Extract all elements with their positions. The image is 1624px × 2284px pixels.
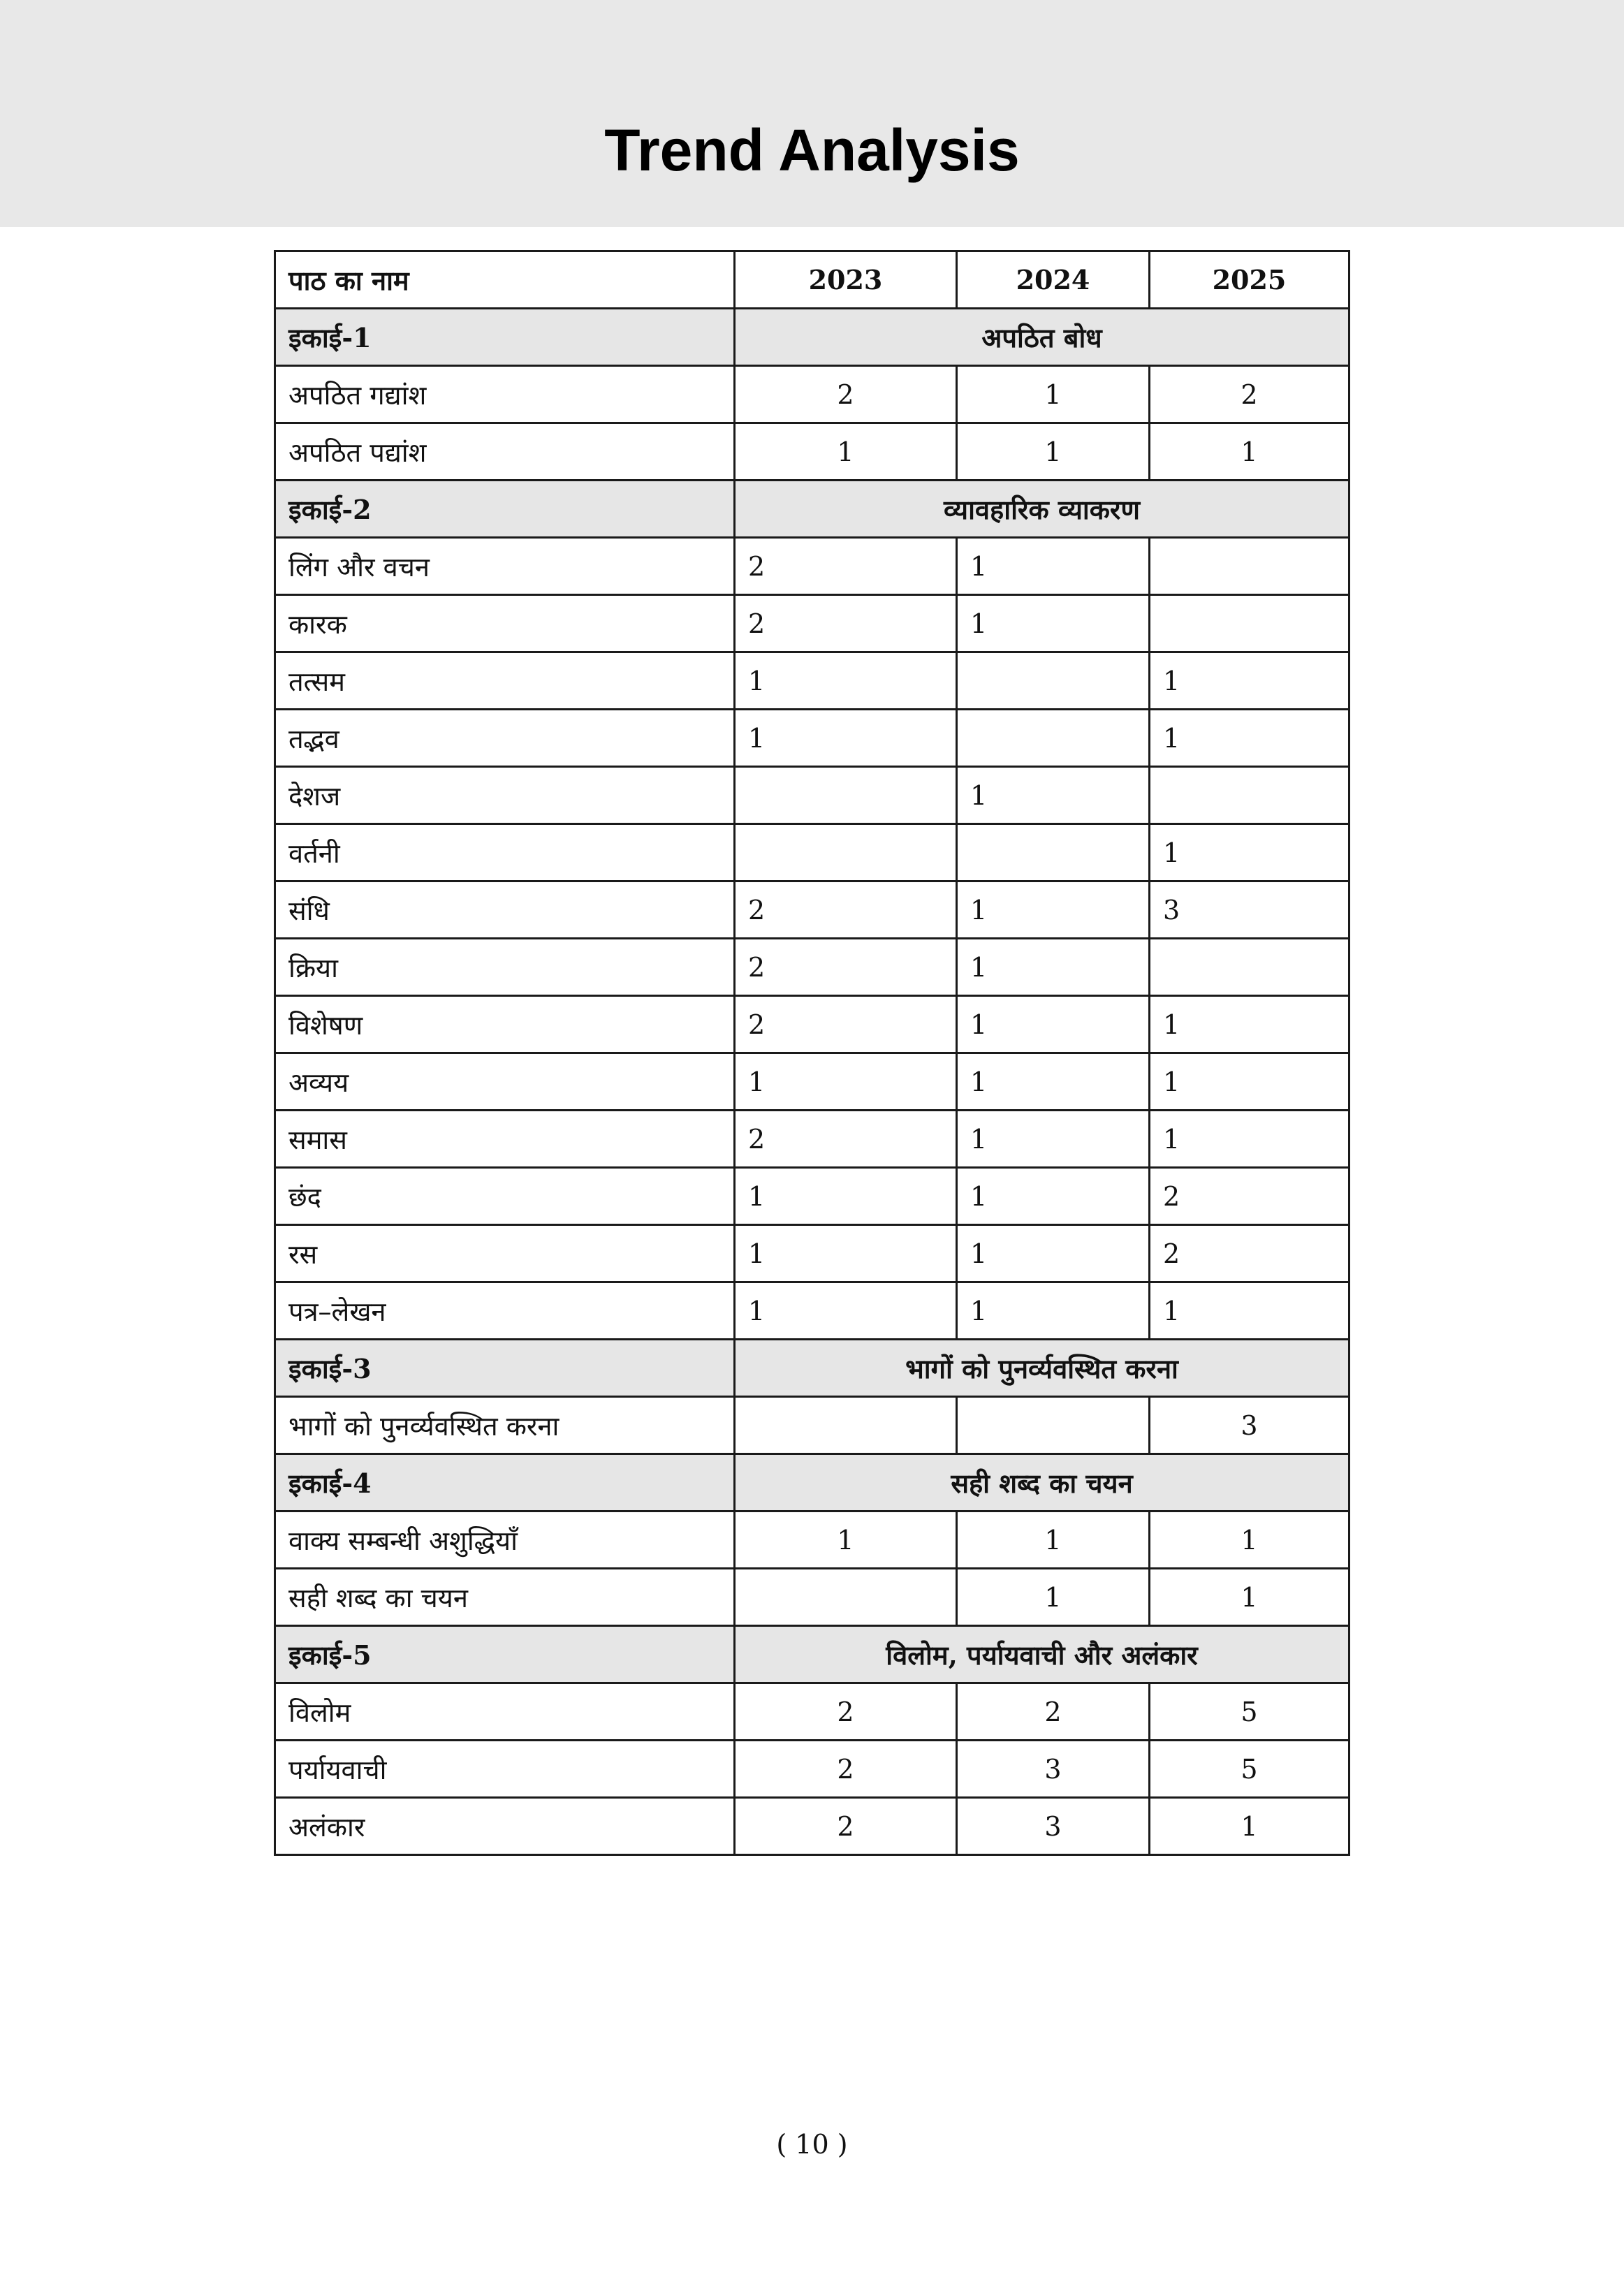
cell-2023 bbox=[735, 767, 957, 824]
table-row bbox=[275, 1569, 1349, 1626]
row-name: कारक bbox=[275, 595, 735, 652]
row-name: अपठित पद्यांश bbox=[275, 423, 735, 481]
row-name: वाक्य सम्बन्धी अशुद्धियाँ bbox=[275, 1511, 735, 1569]
row-name: तत्सम bbox=[275, 652, 735, 710]
cell-2024: 3 bbox=[957, 1798, 1150, 1855]
table-row bbox=[275, 881, 1349, 939]
unit-3-header-row bbox=[275, 1340, 1349, 1397]
table-row bbox=[275, 1397, 1349, 1454]
cell-2023: 2 bbox=[735, 366, 957, 423]
cell-2025: 3 bbox=[1150, 1397, 1349, 1454]
cell-2025 bbox=[1150, 767, 1349, 824]
header-band bbox=[0, 0, 1624, 227]
row-name: भागों को पुनर्व्यवस्थित करना bbox=[275, 1397, 735, 1454]
cell-2024: 1 bbox=[957, 538, 1150, 595]
cell-2025 bbox=[1150, 939, 1349, 996]
cell-2025: 1 bbox=[1150, 710, 1349, 767]
page-number: ( 10 ) bbox=[776, 2129, 848, 2160]
table-row bbox=[275, 939, 1349, 996]
header-year-2023: 2023 bbox=[735, 251, 957, 309]
cell-2025: 1 bbox=[1150, 1798, 1349, 1855]
table-row bbox=[275, 1798, 1349, 1855]
cell-2025: 1 bbox=[1150, 423, 1349, 481]
cell-2023: 1 bbox=[735, 423, 957, 481]
unit-title: विलोम, पर्यायवाची और अलंकार bbox=[735, 1626, 1349, 1683]
row-name: अव्यय bbox=[275, 1053, 735, 1111]
unit-title: अपठित बोध bbox=[735, 309, 1349, 366]
unit-1-header-row bbox=[275, 309, 1349, 366]
cell-2024 bbox=[957, 824, 1150, 881]
cell-2024: 1 bbox=[957, 1569, 1150, 1626]
cell-2024: 1 bbox=[957, 1053, 1150, 1111]
table-row bbox=[275, 538, 1349, 595]
table-row bbox=[275, 1511, 1349, 1569]
cell-2024: 1 bbox=[957, 1511, 1150, 1569]
cell-2025: 5 bbox=[1150, 1741, 1349, 1798]
table-row bbox=[275, 1282, 1349, 1340]
row-name: पर्यायवाची bbox=[275, 1741, 735, 1798]
table-row bbox=[275, 996, 1349, 1053]
cell-2023: 1 bbox=[735, 1282, 957, 1340]
cell-2024 bbox=[957, 1397, 1150, 1454]
row-name: तद्भव bbox=[275, 710, 735, 767]
cell-2024: 1 bbox=[957, 423, 1150, 481]
table-header-row bbox=[275, 251, 1349, 309]
cell-2024: 1 bbox=[957, 1282, 1150, 1340]
table-row bbox=[275, 1111, 1349, 1168]
cell-2023: 2 bbox=[735, 1683, 957, 1741]
cell-2023: 2 bbox=[735, 1111, 957, 1168]
cell-2024: 1 bbox=[957, 595, 1150, 652]
unit-5-header-row bbox=[275, 1626, 1349, 1683]
page-title: Trend Analysis bbox=[604, 117, 1020, 183]
cell-2023: 2 bbox=[735, 595, 957, 652]
cell-2025: 1 bbox=[1150, 824, 1349, 881]
unit-label: इकाई-5 bbox=[275, 1626, 735, 1683]
cell-2024: 3 bbox=[957, 1741, 1150, 1798]
row-name: अलंकार bbox=[275, 1798, 735, 1855]
unit-2-header-row bbox=[275, 481, 1349, 538]
row-name: समास bbox=[275, 1111, 735, 1168]
row-name: अपठित गद्यांश bbox=[275, 366, 735, 423]
cell-2025: 1 bbox=[1150, 1511, 1349, 1569]
cell-2023: 2 bbox=[735, 1741, 957, 1798]
table-row bbox=[275, 710, 1349, 767]
cell-2024 bbox=[957, 710, 1150, 767]
cell-2023 bbox=[735, 824, 957, 881]
table-row bbox=[275, 1741, 1349, 1798]
unit-4-header-row bbox=[275, 1454, 1349, 1511]
cell-2024: 1 bbox=[957, 939, 1150, 996]
cell-2024: 1 bbox=[957, 1225, 1150, 1282]
table-row bbox=[275, 824, 1349, 881]
table-row bbox=[275, 767, 1349, 824]
cell-2025: 1 bbox=[1150, 996, 1349, 1053]
unit-label: इकाई-3 bbox=[275, 1340, 735, 1397]
table-row bbox=[275, 1053, 1349, 1111]
cell-2024: 1 bbox=[957, 366, 1150, 423]
header-year-2024: 2024 bbox=[957, 251, 1150, 309]
header-year-2025: 2025 bbox=[1150, 251, 1349, 309]
cell-2025 bbox=[1150, 538, 1349, 595]
unit-label: इकाई-1 bbox=[275, 309, 735, 366]
row-name: विशेषण bbox=[275, 996, 735, 1053]
cell-2023: 2 bbox=[735, 881, 957, 939]
unit-title: सही शब्द का चयन bbox=[735, 1454, 1349, 1511]
cell-2024: 1 bbox=[957, 767, 1150, 824]
row-name: छंद bbox=[275, 1168, 735, 1225]
cell-2025: 1 bbox=[1150, 1053, 1349, 1111]
cell-2025: 2 bbox=[1150, 1225, 1349, 1282]
unit-title: व्यावहारिक व्याकरण bbox=[735, 481, 1349, 538]
unit-label: इकाई-2 bbox=[275, 481, 735, 538]
table-row bbox=[275, 366, 1349, 423]
cell-2025: 2 bbox=[1150, 1168, 1349, 1225]
cell-2023: 1 bbox=[735, 1053, 957, 1111]
row-name: विलोम bbox=[275, 1683, 735, 1741]
cell-2023: 2 bbox=[735, 939, 957, 996]
cell-2023: 1 bbox=[735, 652, 957, 710]
cell-2025: 1 bbox=[1150, 1569, 1349, 1626]
cell-2023: 2 bbox=[735, 1798, 957, 1855]
cell-2023: 2 bbox=[735, 538, 957, 595]
table-row bbox=[275, 1168, 1349, 1225]
unit-label: इकाई-4 bbox=[275, 1454, 735, 1511]
cell-2023: 1 bbox=[735, 1168, 957, 1225]
cell-2025: 3 bbox=[1150, 881, 1349, 939]
header-lesson-name: पाठ का नाम bbox=[275, 251, 735, 309]
row-name: पत्र–लेखन bbox=[275, 1282, 735, 1340]
table-row bbox=[275, 652, 1349, 710]
cell-2024: 1 bbox=[957, 1111, 1150, 1168]
cell-2024 bbox=[957, 652, 1150, 710]
row-name: संधि bbox=[275, 881, 735, 939]
trend-table bbox=[274, 250, 1350, 1856]
cell-2025: 5 bbox=[1150, 1683, 1349, 1741]
row-name: रस bbox=[275, 1225, 735, 1282]
row-name: वर्तनी bbox=[275, 824, 735, 881]
cell-2023 bbox=[735, 1397, 957, 1454]
table-row bbox=[275, 423, 1349, 481]
cell-2023: 1 bbox=[735, 1511, 957, 1569]
cell-2024: 1 bbox=[957, 881, 1150, 939]
cell-2023: 2 bbox=[735, 996, 957, 1053]
row-name: लिंग और वचन bbox=[275, 538, 735, 595]
cell-2023: 1 bbox=[735, 710, 957, 767]
table-row bbox=[275, 595, 1349, 652]
row-name: क्रिया bbox=[275, 939, 735, 996]
cell-2025: 1 bbox=[1150, 652, 1349, 710]
row-name: देशज bbox=[275, 767, 735, 824]
cell-2024: 2 bbox=[957, 1683, 1150, 1741]
cell-2023 bbox=[735, 1569, 957, 1626]
cell-2025 bbox=[1150, 595, 1349, 652]
cell-2025: 1 bbox=[1150, 1111, 1349, 1168]
cell-2024: 1 bbox=[957, 996, 1150, 1053]
table-row bbox=[275, 1683, 1349, 1741]
cell-2023: 1 bbox=[735, 1225, 957, 1282]
row-name: सही शब्द का चयन bbox=[275, 1569, 735, 1626]
cell-2024: 1 bbox=[957, 1168, 1150, 1225]
cell-2025: 1 bbox=[1150, 1282, 1349, 1340]
table-row bbox=[275, 1225, 1349, 1282]
unit-title: भागों को पुनर्व्यवस्थित करना bbox=[735, 1340, 1349, 1397]
cell-2025: 2 bbox=[1150, 366, 1349, 423]
